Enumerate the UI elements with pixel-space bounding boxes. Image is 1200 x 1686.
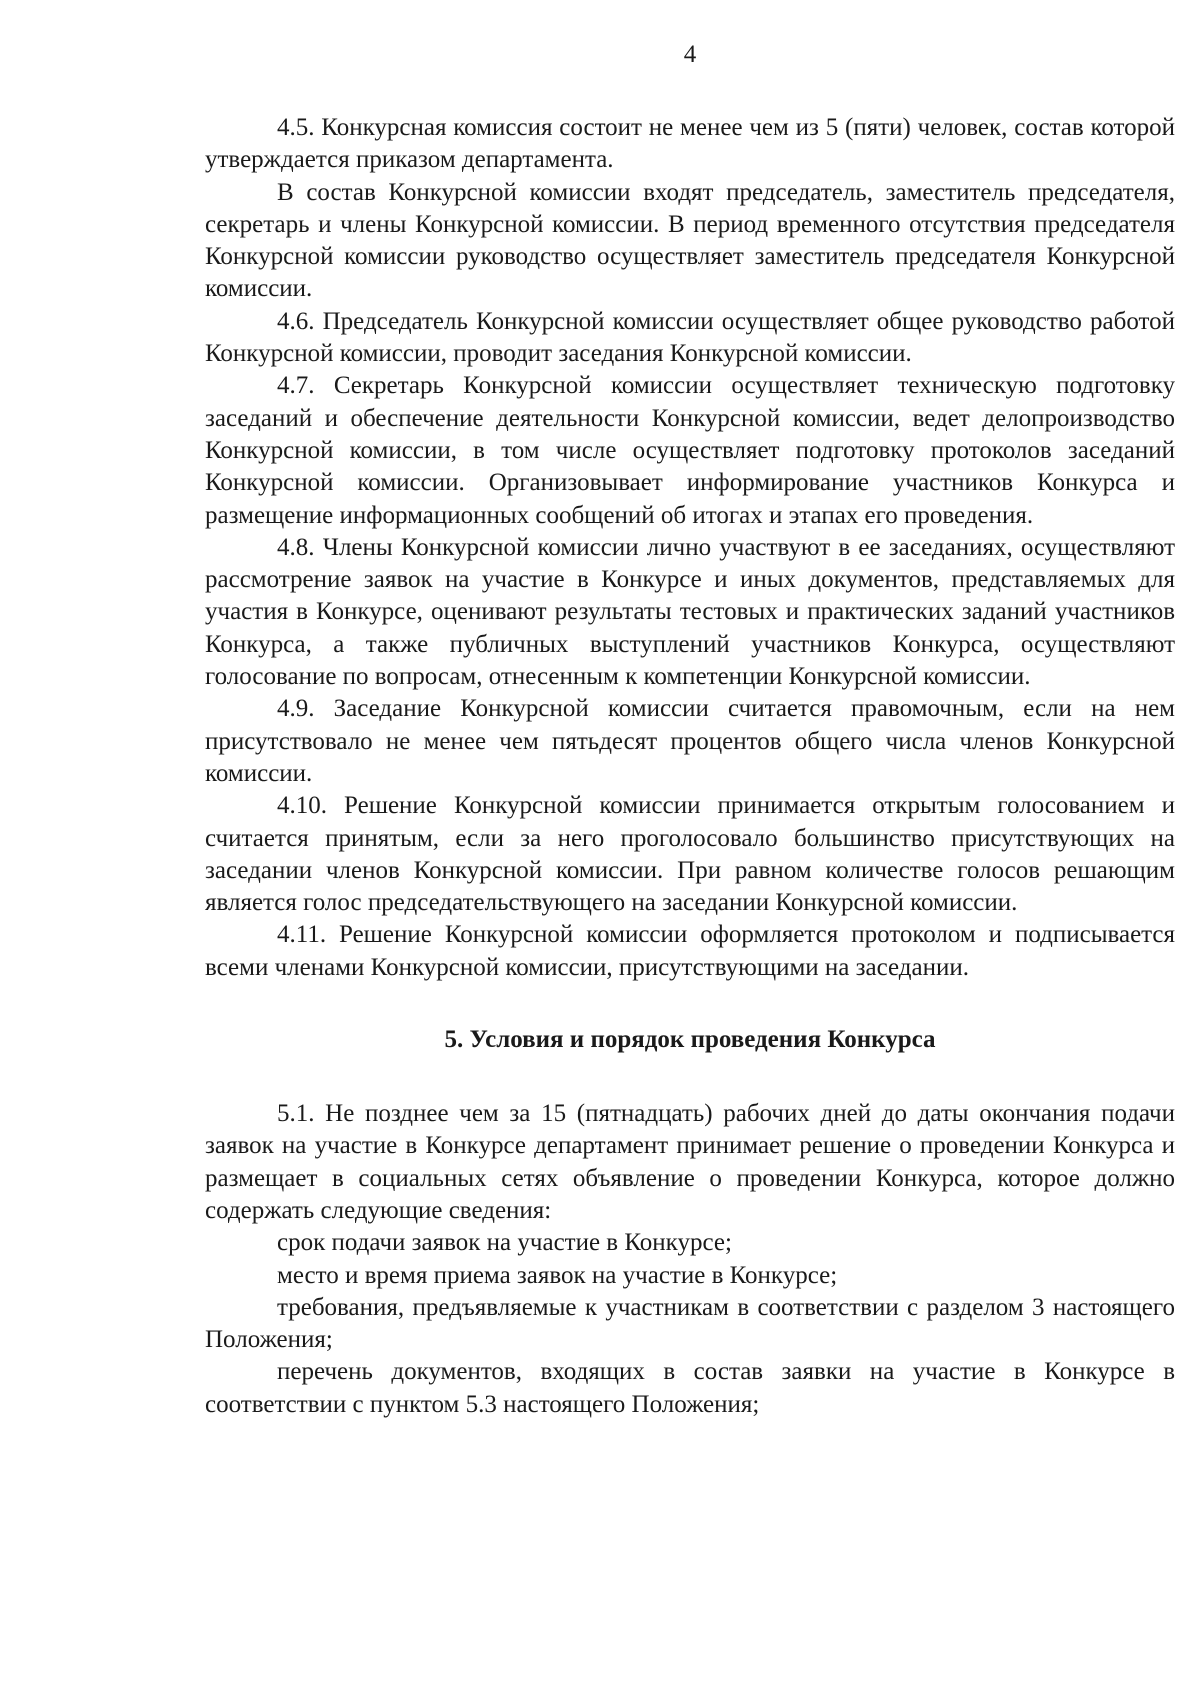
paragraph-4-10: 4.10. Решение Конкурсной комиссии принимается открытым голосованием и считается принятым, если за него проголосовало большинство присутствующих на заседании членов Конкурсной комиссии. При равном количестве голосов решающим является голос председательствующего на заседании Конкурсной комиссии.	[205, 792, 1175, 917]
paragraph-4-5: 4.5. Конкурсная комиссия состоит не менее чем из 5 (пяти) человек, состав которой утверждается приказом департамента.	[205, 114, 1175, 174]
list-item: срок подачи заявок на участие в Конкурсе;	[277, 1229, 732, 1257]
list-item: место и время приема заявок на участие в Конкурсе;	[277, 1261, 838, 1289]
paragraph-4-9: 4.9. Заседание Конкурсной комиссии считается правомочным, если на нем присутствовало не менее чем пятьдесят процентов общего числа членов Конкурсной комиссии.	[205, 695, 1175, 787]
list-item: перечень документов, входящих в состав заявки на участие в Конкурсе в соответствии с пунктом 5.3 настоящего Положения;	[205, 1358, 1175, 1418]
paragraph-4-6: 4.6. Председатель Конкурсной комиссии осуществляет общее руководство работой Конкурсной комиссии, проводит заседания Конкурсной комиссии.	[205, 307, 1175, 368]
document-page	[205, 40, 1175, 1421]
paragraph-commission-composition: В состав Конкурсной комиссии входят председатель, заместитель председателя, секретарь и члены Конкурсной комиссии. В период временного отсутствия председателя Конкурсной комиссии руководство осуществляет заместитель председателя Конкурсной комиссии.	[205, 178, 1175, 303]
paragraph-4-7: 4.7. Секретарь Конкурсной комиссии осуществляет техническую подготовку заседаний и обеспечение деятельности Конкурсной комиссии, ведет делопроизводство Конкурсной комиссии, в том числе осуществляет подготовку протоколов заседаний Конкурсной комиссии. Организовывает информирование участников Конкурса и размещение информационных сообщений об итогах и этапах его проведения.	[205, 372, 1175, 529]
paragraph-4-8: 4.8. Члены Конкурсной комиссии лично участвуют в ее заседаниях, осуществляют рассмотрение заявок на участие в Конкурсе и иных документов, представляемых для участия в Конкурсе, оценивают результаты тестовых и практических заданий участников Конкурса, а также публичных выступлений участников Конкурса, осуществляют голосование по вопросам, отнесенным к компетенции Конкурсной комиссии.	[205, 533, 1175, 691]
paragraph-4-11: 4.11. Решение Конкурсной комиссии оформляется протоколом и подписывается всеми членами Конкурсной комиссии, присутствующими на заседании.	[205, 921, 1175, 981]
list-item: требования, предъявляемые к участникам в соответствии с разделом 3 настоящего Положения;	[205, 1293, 1175, 1354]
paragraph-5-1: 5.1. Не позднее чем за 15 (пятнадцать) рабочих дней до даты окончания подачи заявок на участие в Конкурсе департамент принимает решение о проведении Конкурса и размещает в социальных сетях объявление о проведении Конкурса, которое должно содержать следующие сведения:	[205, 1100, 1175, 1224]
section-heading: 5. Условия и порядок проведения Конкурса	[444, 1026, 936, 1054]
page-number: 4	[683, 41, 697, 68]
